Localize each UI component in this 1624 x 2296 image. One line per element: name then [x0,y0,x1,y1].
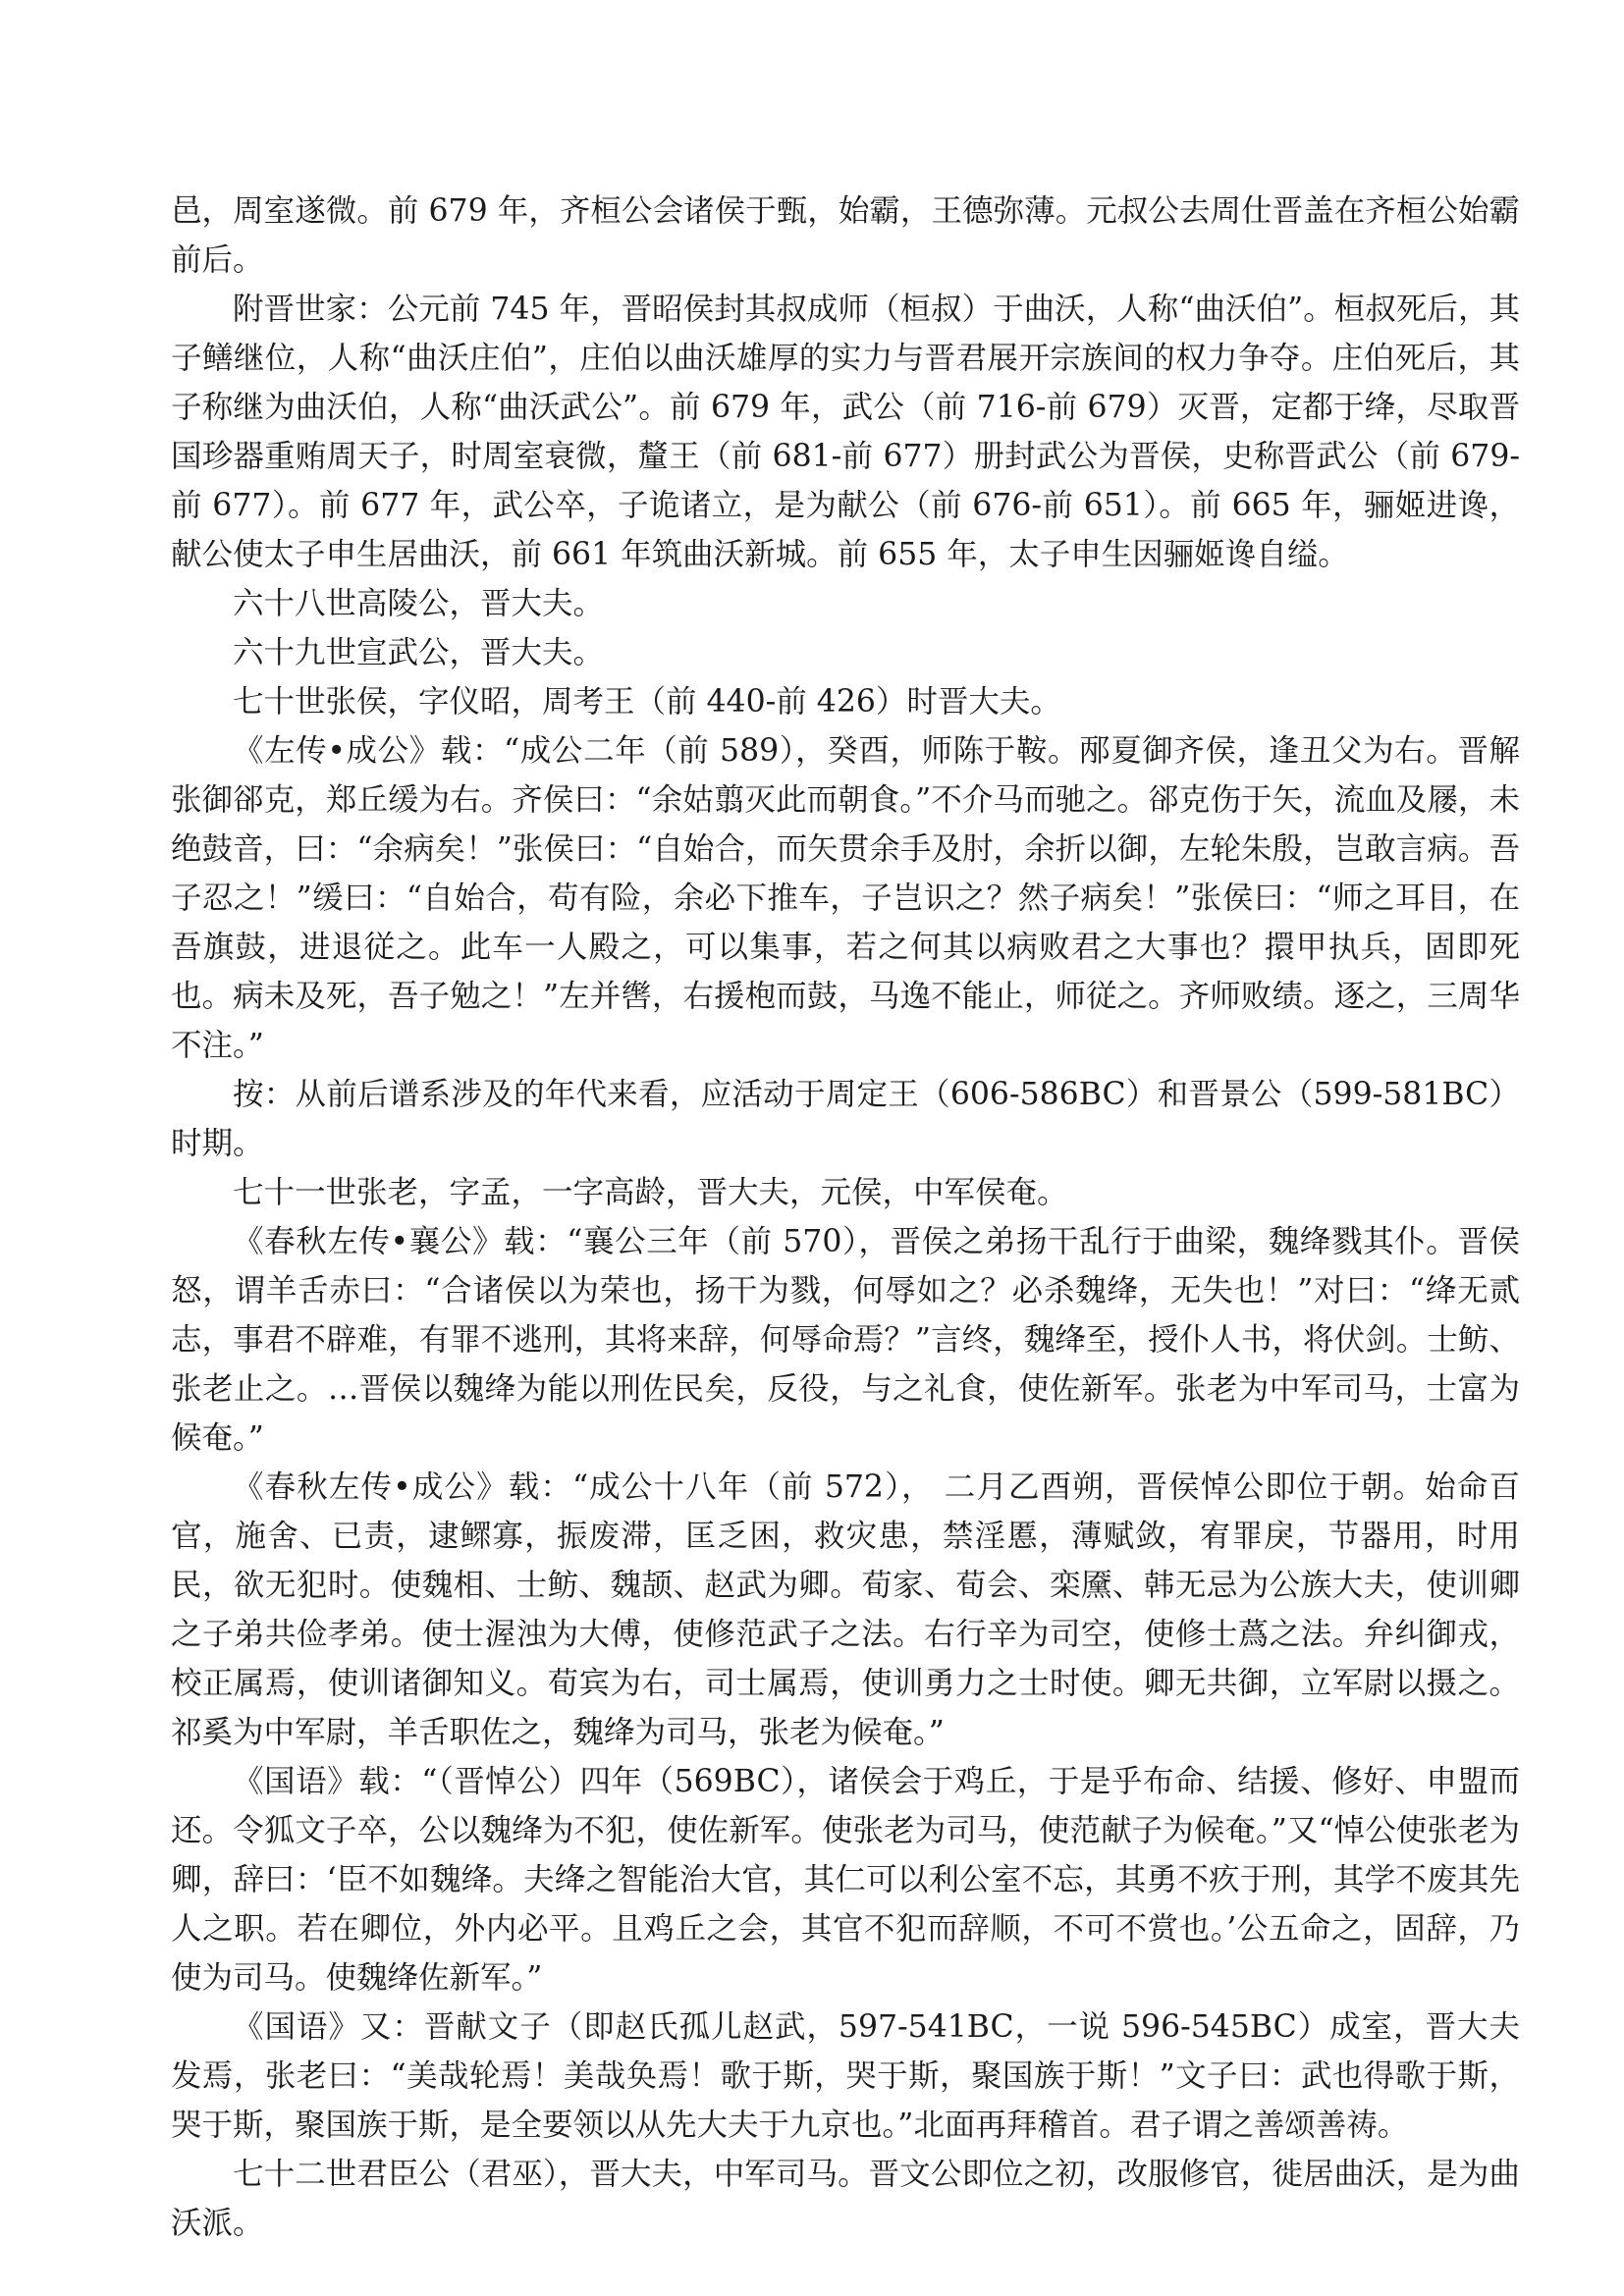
paragraph-11: 《国语》载：“（晋悼公）四年（569BC），诸侯会于鸡丘，于是乎布命、结援、修好、申盟而还。令狐文子卒，公以魏绛为不犯，使佐新军。使张老为司马，使范献子为候奄。”又“悼公使张老为卿，辞曰：‘臣不如魏绛。夫绛之智能治大官，其仁可以利公室不忘，其勇不疚于刑，其学不废其先人之职。若在卿位，外内必平。且鸡丘之会，其官不犯而辞顺，不可不赏也。’公五命之，固辞，乃使为司马。使魏绛佐新军。” [171,1764,1520,1996]
paragraph-2: 附晋世家：公元前 745 年，晋昭侯封其叔成师（桓叔）于曲沃，人称“曲沃伯”。桓叔死后，其子鳝继位，人称“曲沃庄伯”，庄伯以曲沃雄厚的实力与晋君展开宗族间的权力争夺。庄伯死后，其子称继为曲沃伯，人称“曲沃武公”。前 679 年，武公（前 716-前 679）灭晋，定都于绛，尽取晋国珍器重贿周天子，时周室衰微，釐王（前 681-前 677）册封武公为晋侯，史称晋武公（前 679-前 677）。前 677 年，武公卒，子诡诸立，是为献公（前 676-前 651）。前 665 年，骊姬进谗，献公使太子申生居曲沃，前 661 年筑曲沃新城。前 655 年，太子申生因骊姬谗自缢。 [171,292,1520,572]
paragraph-12: 《国语》又：晋献文子（即赵氏孤儿赵武，597-541BC，一说 596-545BC）成室，晋大夫发焉，张老曰：“美哉轮焉！美哉奂焉！歌于斯，哭于斯，聚国族于斯！”文子曰：武也得歌于斯，哭于斯，聚国族于斯，是全要领以从先大夫于九京也。”北面再拜稽首。君子谓之善颂善祷。 [171,2009,1520,2143]
paragraph-8: 七十一世张老，字孟，一字高龄，晋大夫，元侯，中军侯奄。 [233,1175,1068,1210]
paragraph-4: 六十九世宣武公，晋大夫。 [233,635,605,670]
paragraph-1: 邑，周室遂微。前 679 年，齐桓公会诸侯于甄，始霸，王德弥薄。元叔公去周仕晋盖在齐桓公始霸前后。 [171,193,1520,278]
paragraph-13: 七十二世君臣公（君巫），晋大夫，中军司马。晋文公即位之初，改服修官，徙居曲沃，是为曲沃派。 [171,2157,1520,2241]
paragraph-10: 《春秋左传•成公》载：“成公十八年（前 572）， 二月乙酉朔，晋侯悼公即位于朝。始命百官，施舍、已责，逮鳏寡，振废滞，匡乏困，救灾患，禁淫慝，薄赋敛，宥罪戾，节器用，时用民，欲无犯时。使魏相、士鲂、魏颉、赵武为卿。荀家、荀会、栾黡、韩无忌为公族大夫，使训卿之子弟共俭孝弟。使士渥浊为大傅，使修范武子之法。右行辛为司空，使修士蔿之法。弁纠御戎，校正属焉，使训诸御知义。荀宾为右，司士属焉，使训勇力之士时使。卿无共御，立军尉以摄之。祁奚为中军尉，羊舌职佐之，魏绛为司马，张老为候奄。” [171,1469,1520,1750]
paragraph-3: 六十八世高陵公，晋大夫。 [233,586,605,621]
paragraph-6: 《左传•成公》载：“成公二年（前 589），癸酉，师陈于鞍。邴夏御齐侯，逢丑父为右。晋解张御郤克，郑丘缓为右。齐侯曰：“余姑翦灭此而朝食。”不介马而驰之。郤克伤于矢，流血及屦，未绝鼓音，曰：“余病矣！”张侯曰：“自始合，而矢贯余手及肘，余折以御，左轮朱殷，岂敢言病。吾子忍之！”缓曰：“自始合，苟有险，余必下推车，子岂识之？然子病矣！”张侯曰：“师之耳目，在吾旗鼓，进退従之。此车一人殿之，可以集事，若之何其以病败君之大事也？擐甲执兵，固即死也。病未及死，吾子勉之！”左并辔，右援枹而鼓，马逸不能止，师従之。齐师败绩。逐之，三周华不注。” [171,733,1520,1063]
paragraph-7: 按：从前后谱系涉及的年代来看，应活动于周定王（606-586BC）和晋景公（599-581BC）时期。 [171,1077,1520,1161]
paragraph-5: 七十世张侯，字仪昭，周考王（前 440-前 426）时晋大夫。 [233,684,1061,720]
paragraph-9: 《春秋左传•襄公》载：“襄公三年（前 570），晋侯之弟扬干乱行于曲梁，魏绛戮其仆。晋侯怒，谓羊舌赤曰：“合诸侯以为荣也，扬干为戮，何辱如之？必杀魏绛，无失也！”对曰：“绛无贰志，事君不辟难，有罪不逃刑，其将来辞，何辱命焉？”言终，魏绛至，授仆人书，将伏剑。士鲂、张老止之。…晋侯以魏绛为能以刑佐民矣，反役，与之礼食，使佐新军。张老为中军司马，士富为候奄。” [171,1224,1520,1456]
document-page [171,187,1520,2248]
